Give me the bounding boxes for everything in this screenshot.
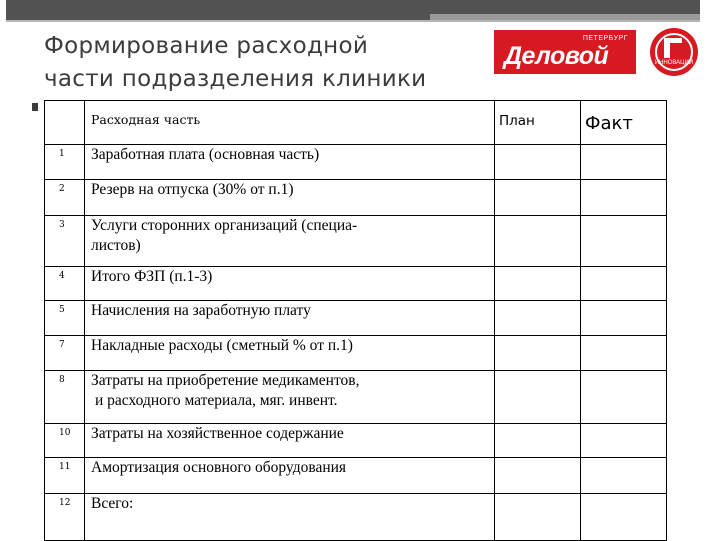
table-row [45, 267, 667, 301]
row-label-line: Накладные расходы (сметный % от п.1) [91, 337, 353, 354]
row-label-line: Затраты на приобретение медикаментов, [91, 372, 360, 389]
plan-cell [495, 336, 581, 371]
delovoy-logo-main-text: Деловой [504, 42, 609, 70]
row-number: 11 [45, 458, 85, 494]
fact-cell [581, 180, 667, 216]
row-label [85, 216, 495, 267]
row-number: 4 [45, 267, 85, 301]
innovation-logo-icon [650, 28, 698, 76]
plan-cell [495, 458, 581, 494]
delovoy-logo [494, 30, 636, 74]
slide-title-line1: Формирование расходной [44, 33, 369, 59]
row-label-line: Резерв на отпуска (30% от п.1) [91, 181, 294, 198]
fact-cell [581, 301, 667, 336]
slide-title-line2: части подразделения клиники [44, 66, 427, 92]
row-label-line: Заработная плата (основная часть) [91, 146, 320, 163]
innovation-logo-bar-top [664, 38, 682, 43]
innovation-logo-text: ИННОВАЦИИ [654, 60, 694, 66]
header-num-cell [45, 101, 85, 145]
row-label-line: Начисления на заработную плату [91, 302, 311, 319]
row-label [85, 336, 495, 371]
row-label [85, 301, 495, 336]
row-label-line: листов) [91, 237, 141, 254]
header-plan: План [495, 101, 581, 145]
fact-cell [581, 336, 667, 371]
table-row [45, 371, 667, 424]
row-label-line: Амортизация основного оборудования [91, 459, 347, 476]
table-row [45, 336, 667, 371]
row-label-line: Услуги сторонних организаций (специа- [91, 217, 358, 234]
fact-cell [581, 458, 667, 494]
table-row [45, 216, 667, 267]
row-number: 3 [45, 216, 85, 267]
row-label [85, 494, 495, 541]
fact-cell [581, 216, 667, 267]
table-row [45, 458, 667, 494]
table-row [45, 180, 667, 216]
fact-cell [581, 267, 667, 301]
row-number: 1 [45, 145, 85, 180]
top-band [0, 0, 720, 22]
row-label [85, 458, 495, 494]
table-row [45, 424, 667, 458]
row-label [85, 371, 495, 424]
title-bullet-icon [32, 103, 38, 111]
slide-title [44, 30, 484, 96]
row-number: 2 [45, 180, 85, 216]
plan-cell [495, 301, 581, 336]
row-label-line: Затраты на хозяйственное содержание [91, 425, 344, 442]
row-number: 5 [45, 301, 85, 336]
delovoy-logo-small-text: ПЕТЕРБУРГ [582, 35, 628, 42]
row-number: 12 [45, 494, 85, 541]
budget-table [44, 100, 667, 541]
header-fact: Факт [581, 101, 667, 145]
row-label [85, 145, 495, 180]
row-number: 7 [45, 336, 85, 371]
table-row [45, 301, 667, 336]
fact-cell [581, 424, 667, 458]
plan-cell [495, 180, 581, 216]
fact-cell [581, 494, 667, 541]
row-number: 10 [45, 424, 85, 458]
row-label [85, 424, 495, 458]
plan-cell [495, 371, 581, 424]
table-row [45, 145, 667, 180]
row-label-line: Всего: [91, 495, 134, 512]
row-number: 8 [45, 371, 85, 424]
top-band-line [6, 20, 700, 22]
plan-cell [495, 267, 581, 301]
row-label-line: Итого ФЗП (п.1-3) [91, 268, 213, 285]
fact-cell [581, 371, 667, 424]
plan-cell [495, 424, 581, 458]
table-header-row [45, 101, 667, 145]
plan-cell [495, 145, 581, 180]
plan-cell [495, 216, 581, 267]
header-item: Расходная часть [85, 101, 495, 145]
table-row [45, 494, 667, 541]
row-label-line: и расходного материала, мяг. инвент. [95, 392, 338, 409]
plan-cell [495, 494, 581, 541]
row-label [85, 180, 495, 216]
fact-cell [581, 145, 667, 180]
row-label [85, 267, 495, 301]
